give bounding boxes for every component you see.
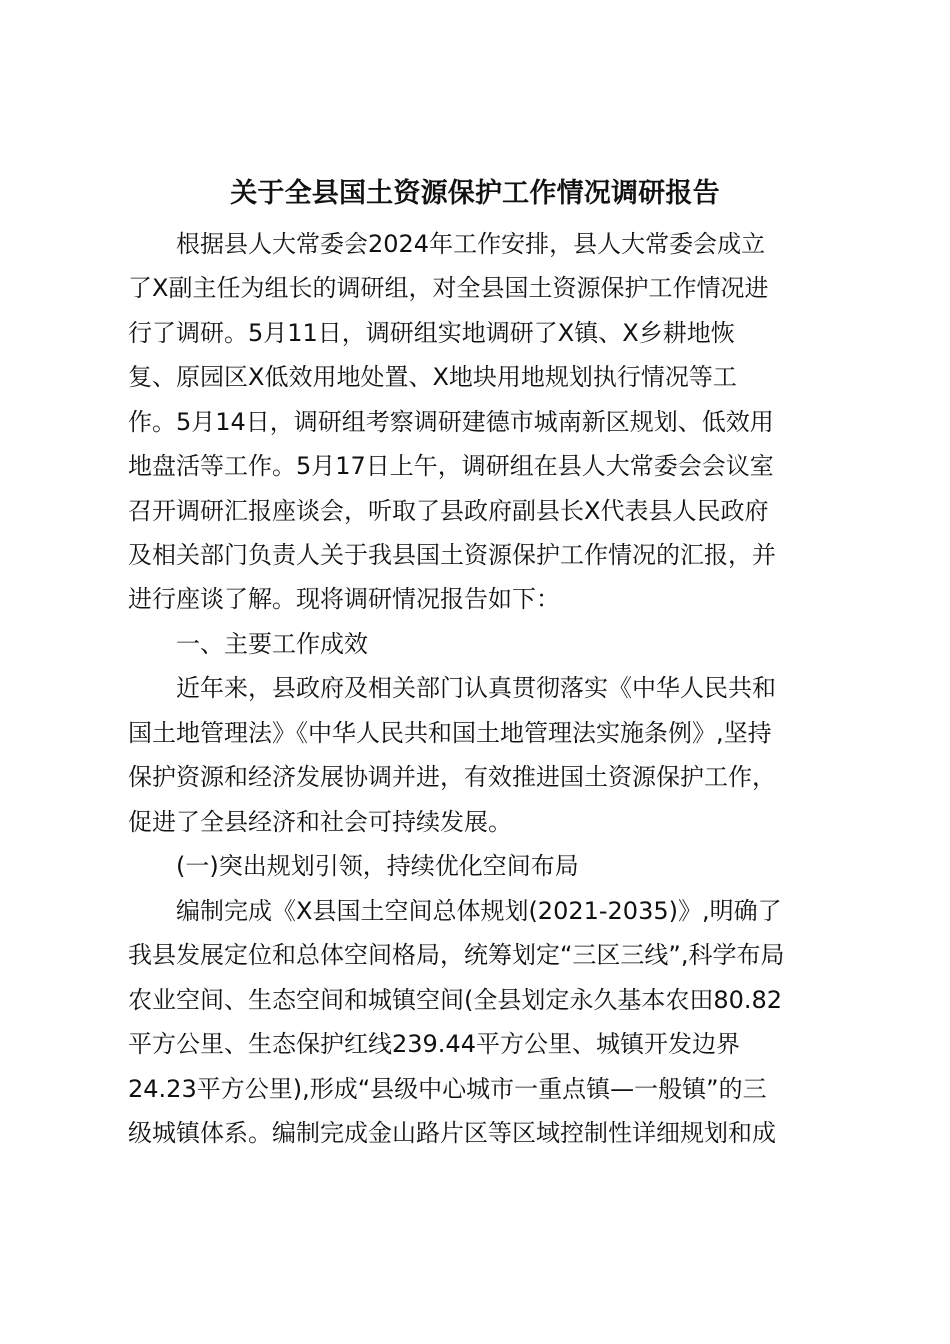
body-line: 24.23平方公里),形成“县级中心城市一重点镇—一般镇”的三 xyxy=(128,1075,767,1103)
body-line: 编制完成《X县国土空间总体规划(2021-2035)》,明确了 xyxy=(176,897,782,925)
body-line: 作。5月14日，调研组考察调研建德市城南新区规划、低效用 xyxy=(128,408,774,436)
body-line: 行了调研。5月11日，调研组实地调研了X镇、X乡耕地恢 xyxy=(128,319,735,347)
body-line: 农业空间、生态空间和城镇空间(全县划定永久基本农田80.82 xyxy=(128,986,783,1014)
body-line: 及相关部门负责人关于我县国土资源保护工作情况的汇报，并 xyxy=(128,541,776,569)
body-line: 国土地管理法》《中华人民共和国土地管理法实施条例》,坚持 xyxy=(128,719,772,747)
body-line: 促进了全县经济和社会可持续发展。 xyxy=(128,808,512,836)
document-title: 关于全县国土资源保护工作情况调研报告 xyxy=(230,178,720,209)
body-line: 复、原园区X低效用地处置、X地块用地规划执行情况等工 xyxy=(128,363,737,391)
body-line: 近年来，县政府及相关部门认真贯彻落实《中华人民共和 xyxy=(176,674,776,702)
body-line: 根据县人大常委会2024年工作安排，县人大常委会成立 xyxy=(176,230,766,258)
body-line: 平方公里、生态保护红线239.44平方公里、城镇开发边界 xyxy=(128,1030,740,1058)
subsection-heading: (一)突出规划引领，持续优化空间布局 xyxy=(176,852,579,880)
body-line: 我县发展定位和总体空间格局，统筹划定“三区三线”,科学布局 xyxy=(128,941,785,969)
body-line: 级城镇体系。编制完成金山路片区等区域控制性详细规划和成 xyxy=(128,1119,776,1147)
body-line: 召开调研汇报座谈会，听取了县政府副县长X代表县人民政府 xyxy=(128,497,769,525)
body-line: 进行座谈了解。现将调研情况报告如下： xyxy=(128,585,560,613)
body-line: 了X副主任为组长的调研组，对全县国土资源保护工作情况进 xyxy=(128,274,769,302)
body-line: 地盘活等工作。5月17日上午，调研组在县人大常委会会议室 xyxy=(128,452,774,480)
section-heading: 一、主要工作成效 xyxy=(176,630,368,658)
body-line: 保护资源和经济发展协调并进，有效推进国土资源保护工作， xyxy=(128,763,776,791)
